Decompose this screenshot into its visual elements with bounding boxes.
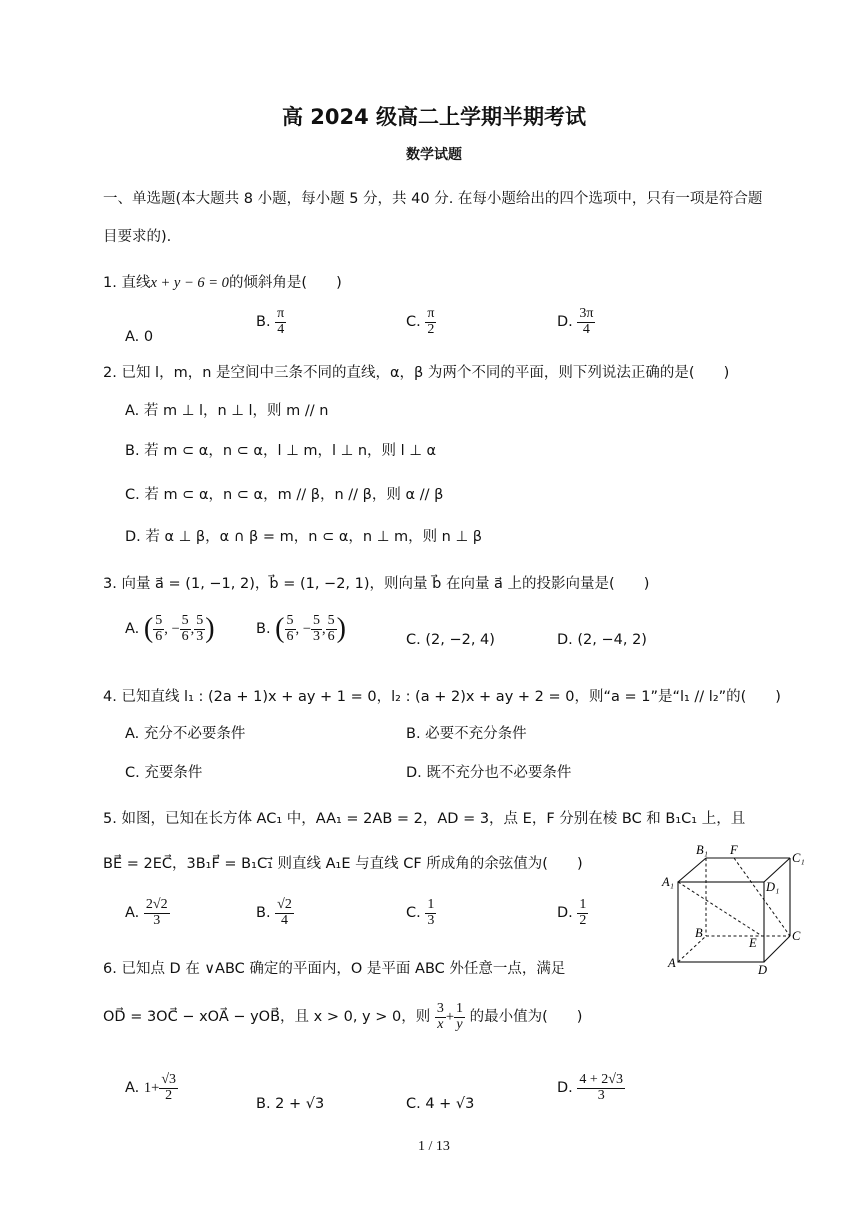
q1-option-c	[406, 307, 436, 337]
q3-b-frac1-den: 6	[286, 628, 294, 644]
q1-option-d-label: D.	[557, 314, 573, 331]
q6-plus: +	[445, 1009, 455, 1026]
q3-b-sep2: ,	[321, 621, 326, 638]
section-heading-line2: 目要求的).	[103, 229, 172, 245]
q6-frac2-num: 1	[456, 1001, 464, 1016]
question-4-stem: 4. 已知直线 l₁ : (2a + 1)x + ay + 1 = 0，l₂ : (a + 2)x + ay + 2 = 0，则“a = 1”是“l₁ // l₂”的( )	[103, 689, 781, 705]
q1-option-d-num: 3π	[579, 306, 594, 321]
q5-option-d-label: D.	[557, 905, 573, 922]
q6-option-d-den: 3	[597, 1087, 605, 1103]
q3-a-frac3-den: 3	[196, 628, 204, 644]
q5-option-c-label: C.	[406, 905, 421, 922]
q5-option-c	[406, 898, 436, 928]
q3-a-sep2: ,	[190, 621, 195, 638]
q6-frac2-den: y	[456, 1016, 463, 1032]
q5-option-d-den: 2	[579, 912, 587, 928]
label-b: B	[695, 926, 703, 940]
q3-option-b: B. ( $\frac{5}{6}$ , − $\frac{5}{3}$ , $\frac{5}{6}$ )	[256, 613, 346, 645]
q5-option-a-num: 2√2	[145, 897, 168, 912]
label-d: D	[758, 963, 768, 977]
q3-option-a: A. ( $\frac{5}{6}$ , − $\frac{5}{6}$ , $\frac{5}{3}$ )	[125, 613, 215, 645]
q3-a-frac3-num: 5	[196, 613, 204, 628]
q4-option-d: D. 既不充分也不必要条件	[406, 765, 572, 781]
q5-option-a-label: A.	[125, 905, 140, 922]
q6-option-b: B. 2 + √3	[256, 1096, 325, 1112]
label-c: C	[792, 929, 801, 943]
segment-fc	[734, 858, 790, 936]
q6-option-a-pre: 1+	[143, 1080, 160, 1097]
q6-line2-suffix: 的最小值为( )	[469, 1009, 583, 1026]
q4-option-c: C. 充要条件	[125, 765, 203, 781]
q2-option-d: D. 若 α ⊥ β，α ∩ β = m，n ⊂ α，n ⊥ m，则 n ⊥ β	[125, 529, 482, 545]
label-f: F	[730, 843, 738, 857]
edge-dc	[764, 936, 790, 962]
question-1-stem	[103, 276, 342, 291]
label-c1: C₁	[792, 851, 805, 865]
q3-b-frac2-den: 3	[312, 628, 320, 644]
exam-subtitle: 数学试题	[406, 147, 462, 163]
label-a: A	[668, 956, 676, 970]
label-d1: D₁	[766, 880, 780, 894]
edge-d1c1	[764, 858, 790, 882]
q6-option-c: C. 4 + √3	[406, 1096, 475, 1112]
q5-option-b-label: B.	[256, 905, 271, 922]
q3-a-sep1: , −	[164, 621, 180, 638]
q6-option-d	[557, 1073, 625, 1103]
label-a1: A₁	[662, 875, 674, 889]
segment-a1e	[678, 882, 762, 936]
question-6-line2	[103, 1002, 582, 1032]
q5-option-a	[125, 898, 170, 928]
q1-stem-suffix: 的倾斜角是( )	[228, 275, 342, 291]
q5-option-b-num: √2	[277, 897, 292, 912]
q3-option-b-label: B.	[256, 621, 271, 638]
question-5-line2: BE⃗ = 2EC⃗，3B₁F⃗ = B₁C₁⃗ 则直线 A₁E 与直线 CF 所成角的余弦值为( )	[103, 856, 583, 872]
q3-option-c: C. (2, −2, 4)	[406, 632, 495, 648]
q6-line2-prefix: OD⃗ = 3OC⃗ − xOA⃗ − yOB⃗，且 x > 0, y > 0，则	[103, 1009, 431, 1026]
q1-option-c-den: 2	[427, 321, 435, 337]
q5-option-d	[557, 898, 588, 928]
q1-equation: x + y − 6 = 0	[150, 275, 229, 291]
q5-option-a-den: 3	[153, 912, 161, 928]
section-heading-line1: 一、单选题(本大题共 8 小题，每小题 5 分，共 40 分. 在每小题给出的四个选项中，只有一项是符合题	[103, 191, 763, 207]
q3-b-frac2-num: 5	[312, 613, 320, 628]
q5-option-d-num: 1	[579, 897, 587, 912]
cuboid-figure	[660, 840, 810, 980]
q6-option-a-label: A.	[125, 1080, 140, 1097]
q3-a-frac2-den: 6	[181, 628, 189, 644]
q3-b-frac3-den: 6	[327, 628, 335, 644]
q5-option-b-den: 4	[281, 912, 289, 928]
q4-option-b: B. 必要不充分条件	[406, 726, 527, 742]
q3-option-d: D. (2, −4, 2)	[557, 632, 647, 648]
q3-b-sep1: , −	[295, 621, 311, 638]
exam-title: 高 2024 级高二上学期半期考试	[281, 105, 587, 129]
q1-option-b-num: π	[277, 306, 285, 321]
edge-a1b1	[678, 858, 706, 882]
q4-option-a: A. 充分不必要条件	[125, 726, 246, 742]
q3-a-frac1-num: 5	[155, 613, 163, 628]
label-b1: B₁	[696, 843, 708, 857]
q5-option-c-num: 1	[427, 897, 435, 912]
q2-option-b: B. 若 m ⊂ α，n ⊂ α，l ⊥ m，l ⊥ n，则 l ⊥ α	[125, 443, 437, 459]
q6-option-d-num: 4 + 2√3	[579, 1072, 623, 1087]
q5-option-b	[256, 898, 294, 928]
q6-option-a	[125, 1073, 178, 1103]
q2-option-c: C. 若 m ⊂ α，n ⊂ α，m // β，n // β，则 α // β	[125, 487, 444, 503]
q1-option-c-num: π	[427, 306, 435, 321]
question-6-line1: 6. 已知点 D 在 ∨ABC 确定的平面内，O 是平面 ABC 外任意一点，满足	[103, 961, 566, 977]
q1-option-d-den: 4	[582, 321, 590, 337]
q2-option-a: A. 若 m ⊥ l，n ⊥ l，则 m // n	[125, 403, 329, 419]
q1-option-b	[256, 307, 286, 337]
q1-option-b-label: B.	[256, 314, 271, 331]
q3-b-frac3-num: 5	[327, 613, 335, 628]
q1-option-b-den: 4	[277, 321, 285, 337]
q6-option-a-num: √3	[161, 1072, 177, 1087]
q6-option-a-den: 2	[165, 1087, 173, 1103]
page-number: 1 / 13	[418, 1139, 450, 1154]
q3-a-frac2-num: 5	[181, 613, 189, 628]
q3-option-a-label: A.	[125, 621, 140, 638]
q5-option-c-den: 3	[427, 912, 435, 928]
q3-b-frac1-num: 5	[286, 613, 294, 628]
q1-option-c-label: C.	[406, 314, 421, 331]
q1-option-d	[557, 307, 595, 337]
q1-option-a: A. 0	[125, 329, 154, 345]
question-2-stem: 2. 已知 l，m，n 是空间中三条不同的直线，α，β 为两个不同的平面，则下列说法正确的是( )	[103, 365, 730, 381]
q1-stem-prefix: 1. 直线	[103, 275, 151, 291]
q6-option-d-label: D.	[557, 1080, 573, 1097]
question-3-stem: 3. 向量 a⃗ = (1, −1, 2)，b⃗ = (1, −2, 1)，则向量 b⃗ 在向量 a⃗ 上的投影向量是( )	[103, 576, 650, 592]
q3-a-frac1-den: 6	[155, 628, 163, 644]
q6-frac1-den: x	[437, 1016, 444, 1032]
question-5-line1: 5. 如图，已知在长方体 AC₁ 中，AA₁ = 2AB = 2，AD = 3，点 E，F 分别在棱 BC 和 B₁C₁ 上，且	[103, 811, 746, 827]
q6-frac1-num: 3	[436, 1001, 444, 1016]
label-e: E	[749, 936, 757, 950]
